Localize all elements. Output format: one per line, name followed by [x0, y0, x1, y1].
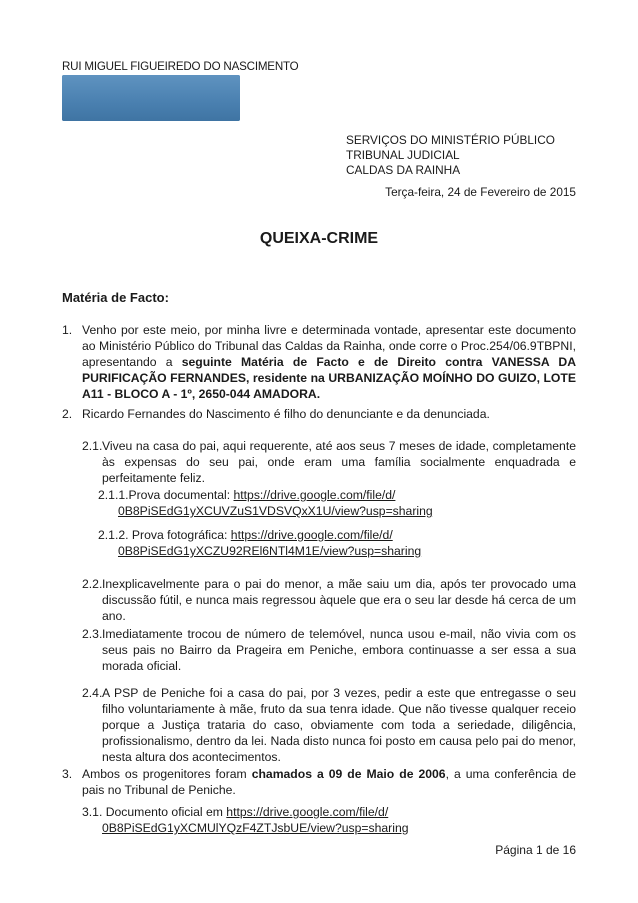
paragraph-text: A PSP de Peniche foi a casa do pai, por 3 vezes, pedir a este que entregasse o seu filho voluntariamente à mãe, fruto da sua tenra idade. Que não tivesse qualquer receio porque a Justiça trataria do caso, obviamente com toda a seriedade, diligência, profissionalismo, dentro da lei. Nada disto nunca foi posto em causa pelo pai do menor, nesta altura dos acontecimentos.	[102, 686, 576, 764]
recipient-line: CALDAS DA RAINHA	[346, 163, 461, 177]
redacted-photo	[62, 75, 240, 121]
paragraph-number: 2.4.	[82, 686, 103, 700]
paragraph-2-1-1	[98, 487, 576, 519]
recipient-line: TRIBUNAL JUDICIAL	[346, 148, 460, 162]
recipient-address	[346, 133, 555, 178]
paragraph-text: Imediatamente trocou de número de telemóvel, nunca usou e-mail, não vivia com os seus pais no Bairro da Prageira em Peniche, embora continuasse a ser essa a sua morada oficial.	[102, 627, 576, 673]
paragraph-bold-text: seguinte Matéria de Facto e de Direito contra VANESSA DA PURIFICAÇÃO FERNANDES, residente na URBANIZAÇÃO MOÍNHO DO GUIZO, LOTE A11 - BLOCO A - 1º, 2650-044 AMADORA.	[82, 355, 577, 401]
paragraph-text: Ricardo Fernandes do Nascimento é filho do denunciante e da denunciada.	[82, 407, 490, 421]
paragraph-number: 2.3.	[82, 627, 103, 641]
paragraph-text: Ambos os progenitores foram	[82, 767, 252, 781]
paragraph-2	[62, 406, 576, 422]
document-title: QUEIXA-CRIME	[259, 230, 379, 247]
paragraph-3-1	[82, 804, 576, 836]
recipient-line: SERVIÇOS DO MINISTÉRIO PÚBLICO	[346, 133, 555, 147]
evidence-label: 2.1.1.Prova documental:	[98, 488, 234, 502]
evidence-link[interactable]: 0B8PiSEdG1yXCMUlYQzF4ZTJsbUE/view?usp=sharing	[102, 821, 409, 835]
evidence-label: 3.1. Documento oficial em	[82, 805, 227, 819]
paragraph-number: 2.1.	[82, 439, 103, 453]
paragraph-number: 2.	[62, 407, 73, 421]
paragraph-number: 2.2.	[82, 577, 103, 591]
evidence-link[interactable]: https://drive.google.com/file/d/	[226, 805, 389, 819]
sender-name: RUI MIGUEL FIGUEIREDO DO NASCIMENTO	[62, 60, 299, 73]
paragraph-text: Viveu na casa do pai, aqui requerente, até aos seus 7 meses de idade, completamente às expensas do seu pai, onde eram uma família socialmente enquadrada e perfeitamente feliz.	[102, 439, 576, 485]
paragraph-1	[62, 322, 576, 402]
paragraph-2-1-2	[98, 527, 576, 559]
evidence-link[interactable]: https://drive.google.com/file/d/	[230, 528, 393, 542]
section-heading: Matéria de Facto:	[62, 290, 169, 305]
evidence-link[interactable]: 0B8PiSEdG1yXCZU92REl6NTl4M1E/view?usp=sharing	[118, 544, 422, 558]
paragraph-2-3	[82, 626, 576, 674]
document-date: Terça-feira, 24 de Fevereiro de 2015	[385, 185, 576, 199]
evidence-link[interactable]: https://drive.google.com/file/d/	[233, 488, 396, 502]
evidence-label: 2.1.2. Prova fotográfica:	[98, 528, 231, 542]
paragraph-number: 3.	[62, 767, 73, 781]
paragraph-3	[62, 766, 576, 798]
paragraph-text: Venho por este meio, por minha livre e determinada vontade, apresentar este documento ao Ministério Público do Tribunal das Caldas da Rainha, onde corre o Proc.254/06.9TBPNI, apresentando a	[82, 323, 576, 369]
paragraph-bold-text: chamados a 09 de Maio de 2006	[251, 767, 446, 781]
evidence-link[interactable]: 0B8PiSEdG1yXCUVZuS1VDSVQxX1U/view?usp=sharing	[118, 504, 433, 518]
paragraph-2-1	[82, 438, 576, 486]
page-number: Página 1 de 16	[495, 843, 576, 857]
paragraph-text: , a uma conferência de pais no Tribunal de Peniche.	[82, 767, 576, 797]
paragraph-2-4	[82, 685, 576, 765]
paragraph-text: Inexplicavelmente para o pai do menor, a mãe saiu um dia, após ter provocado uma discussão fútil, e nunca mais regressou àquele que era o seu lar desde há cerca de um ano.	[102, 577, 576, 623]
paragraph-2-2	[82, 576, 576, 624]
paragraph-number: 1.	[62, 323, 73, 337]
